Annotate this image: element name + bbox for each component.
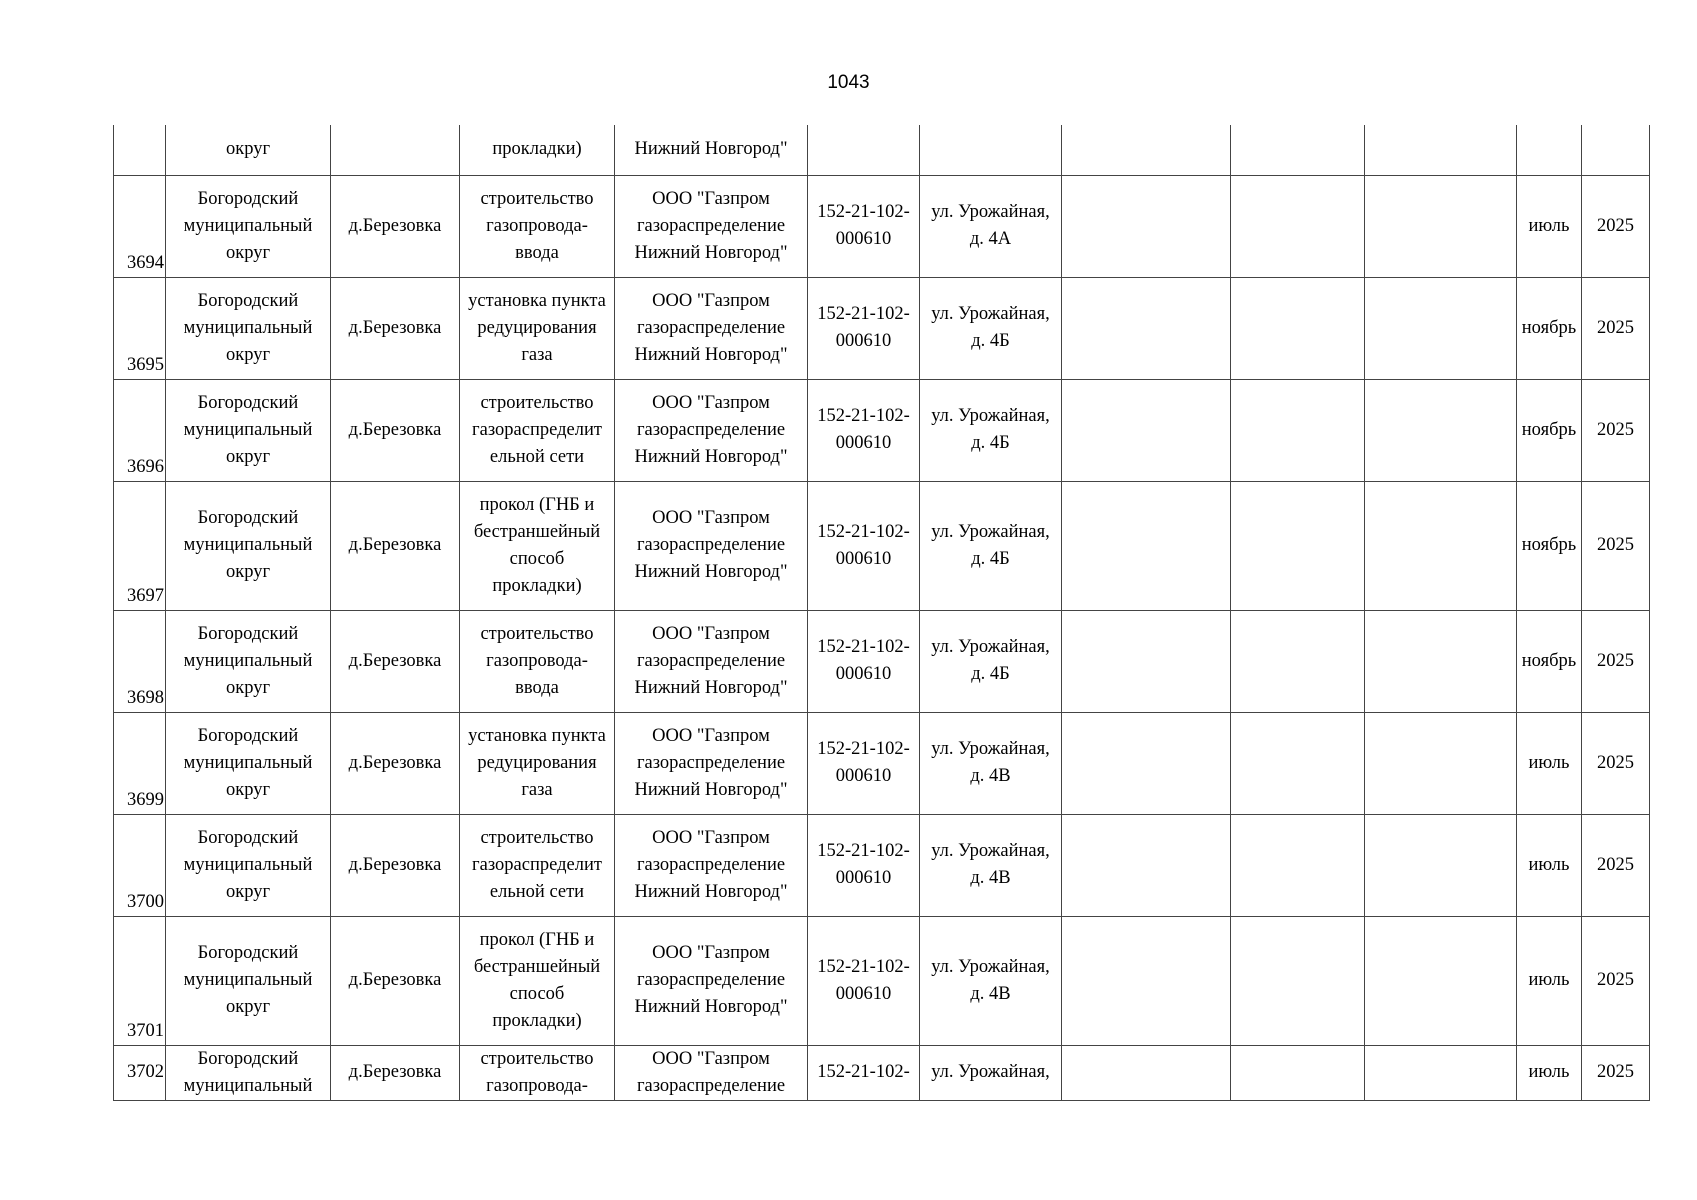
cell-district-line: муниципальный [183, 535, 313, 555]
cell-district-line: округ [225, 779, 271, 800]
cell-org-line: газораспределение [636, 419, 786, 440]
cell-district [166, 814, 331, 916]
cell-district: округ [166, 125, 331, 175]
cell-address [920, 481, 1062, 610]
cell-district-line: округ [225, 344, 271, 365]
cell-empty-3 [1365, 481, 1517, 610]
cell-empty-3 [1365, 916, 1517, 1045]
cell-code-line: 152-21-102- [817, 739, 910, 759]
cell-village: д.Березовка [331, 277, 460, 379]
cell-work-line: прокладки) [492, 575, 582, 596]
cell-village: д.Березовка [331, 916, 460, 1045]
cell-code-line: 152-21-102- [817, 956, 910, 977]
cell-district [166, 277, 331, 379]
cell-work [460, 814, 615, 916]
cell-code-line: 000610 [835, 766, 892, 786]
cell-address-line: ул. Урожайная, [931, 956, 1050, 977]
cell-year: 2025 [1582, 1045, 1650, 1100]
cell-district-line: Богородский [197, 623, 299, 644]
cell-org-line: ООО "Газпром [652, 1048, 770, 1069]
cell-code-line: 152-21-102- [817, 521, 910, 542]
cell-month [1517, 125, 1582, 175]
cell-village: д.Березовка [331, 1045, 460, 1100]
cell-code-line: 000610 [835, 664, 892, 684]
cell-district-line: муниципальный [183, 317, 313, 338]
cell-empty-3 [1365, 125, 1517, 175]
cell-work-line: бестраншейный [473, 521, 601, 542]
cell-district [166, 916, 331, 1045]
cell-district [166, 175, 331, 277]
cell-work-line: редуцирования [477, 752, 597, 773]
cell-work [460, 1045, 615, 1100]
cell-work-line: газопровода- [486, 650, 588, 671]
cell-org-line: Нижний Новгород" [634, 997, 788, 1017]
cell-work-line: ельной сети [489, 881, 585, 902]
cell-district [166, 1045, 331, 1100]
cell-address-line: ул. Урожайная, [931, 1062, 1050, 1082]
cell-work-line: строительство [480, 392, 594, 413]
cell-month: июль [1517, 1045, 1582, 1100]
cell-address [920, 277, 1062, 379]
cell-work-line: прокол (ГНБ и [479, 929, 595, 950]
cell-work-line: строительство [480, 188, 594, 209]
cell-village: д.Березовка [331, 610, 460, 712]
cell-org-line: Нижний Новгород" [634, 562, 788, 582]
cell-work-line: ввода [515, 677, 559, 698]
cell-district [166, 481, 331, 610]
cell-org [615, 712, 808, 814]
cell-year: 2025 [1582, 916, 1650, 1045]
cell-code [808, 277, 920, 379]
table-row [114, 481, 1650, 610]
cell-code-line: 000610 [835, 433, 892, 453]
cell-month: ноябрь [1517, 481, 1582, 610]
cell-org-line: газораспределение [636, 535, 786, 555]
cell-district-line: Богородский [197, 725, 299, 746]
cell-work [460, 175, 615, 277]
cell-empty-1 [1062, 1045, 1231, 1100]
cell-work [460, 610, 615, 712]
cell-empty-2 [1231, 481, 1365, 610]
cell-work-line: газопровода- [486, 215, 588, 236]
table-row [114, 277, 1650, 379]
cell-year: 2025 [1582, 379, 1650, 481]
cell-village: д.Березовка [331, 814, 460, 916]
cell-work [460, 277, 615, 379]
cell-org-line: ООО "Газпром [652, 725, 770, 746]
cell-org-line: Нижний Новгород" [634, 446, 788, 467]
cell-address-line: ул. Урожайная, [931, 304, 1050, 324]
cell-address [920, 610, 1062, 712]
cell-year: 2025 [1582, 712, 1650, 814]
cell-district-line: муниципальный [183, 752, 313, 773]
cell-district-line: Богородский [197, 1048, 299, 1069]
table-body [114, 125, 1650, 1100]
cell-work-line: прокол (ГНБ и [479, 494, 595, 515]
cell-org-line: ООО "Газпром [652, 827, 770, 848]
cell-org-line: газораспределение [636, 854, 786, 875]
cell-empty-2 [1231, 712, 1365, 814]
cell-empty-2 [1231, 1045, 1365, 1100]
cell-org [615, 916, 808, 1045]
cell-code [808, 1045, 920, 1100]
cell-work-line: прокладки) [492, 1010, 582, 1031]
cell-empty-3 [1365, 712, 1517, 814]
cell-address-line: д. 4А [969, 229, 1012, 249]
cell-num: 3694 [114, 175, 166, 277]
cell-empty-1 [1062, 814, 1231, 916]
schedule-table [113, 125, 1650, 1101]
cell-district-line: Богородский [197, 943, 299, 963]
cell-address [920, 379, 1062, 481]
cell-org-line: ООО "Газпром [652, 392, 770, 413]
cell-empty-3 [1365, 379, 1517, 481]
cell-org [615, 1045, 808, 1100]
cell-village [331, 125, 460, 175]
cell-district-line: Богородский [197, 290, 299, 311]
cell-org-line: ООО "Газпром [652, 943, 770, 963]
cell-district [166, 712, 331, 814]
cell-org [615, 379, 808, 481]
cell-code-line: 152-21-102- [817, 406, 910, 426]
cell-empty-1 [1062, 712, 1231, 814]
cell-code-line: 000610 [835, 548, 892, 569]
cell-code-line: 000610 [835, 983, 892, 1004]
table-row [114, 1045, 1650, 1100]
cell-empty-1 [1062, 379, 1231, 481]
cell-org [615, 814, 808, 916]
cell-work-line: строительство [480, 1048, 594, 1069]
cell-work-line: газораспределит [472, 419, 602, 440]
cell-code-line: 152-21-102- [817, 304, 910, 324]
cell-work-line: способ [509, 548, 565, 569]
cell-org-line: газораспределение [636, 317, 786, 338]
cell-work-line: бестраншейный [473, 956, 601, 977]
cell-num: 3695 [114, 277, 166, 379]
cell-code [808, 610, 920, 712]
cell-org-line: Нижний Новгород" [634, 344, 788, 365]
cell-work: прокладки) [460, 125, 615, 175]
cell-work-line: строительство [480, 623, 594, 644]
cell-work-line: способ [509, 983, 565, 1004]
cell-empty-3 [1365, 814, 1517, 916]
cell-org-line: Нижний Новгород" [634, 779, 788, 800]
cell-address-line: д. 4В [970, 766, 1011, 786]
cell-month: июль [1517, 175, 1582, 277]
cell-work-line: газораспределит [472, 854, 602, 875]
cell-address-line: д. 4Б [971, 664, 1010, 684]
cell-work-line: редуцирования [477, 317, 597, 338]
cell-org-line: газораспределение [636, 215, 786, 236]
cell-org-line: газораспределение [636, 970, 786, 990]
cell-empty-1 [1062, 277, 1231, 379]
continued-row [114, 125, 1650, 175]
cell-num: 3698 [114, 610, 166, 712]
cell-code [808, 814, 920, 916]
cell-num: 3696 [114, 379, 166, 481]
cell-org-line: ООО "Газпром [652, 508, 770, 528]
cell-org [615, 175, 808, 277]
cell-work-line: ввода [515, 242, 559, 263]
cell-org-line: Нижний Новгород" [634, 677, 788, 698]
cell-address-line: ул. Урожайная, [931, 406, 1050, 426]
cell-org-line: ООО "Газпром [652, 188, 770, 209]
cell-code [808, 125, 920, 175]
cell-empty-2 [1231, 916, 1365, 1045]
cell-num: 3697 [114, 481, 166, 610]
cell-code [808, 481, 920, 610]
table-row [114, 175, 1650, 277]
cell-work [460, 379, 615, 481]
cell-district-line: муниципальный [183, 419, 313, 440]
cell-district-line: муниципальный [183, 854, 313, 875]
cell-code-line: 152-21-102- [817, 637, 910, 657]
table-row [114, 379, 1650, 481]
cell-address-line: д. 4Б [971, 331, 1010, 351]
cell-district-line: муниципальный [183, 1075, 313, 1096]
cell-district-line: Богородский [197, 188, 299, 209]
cell-work [460, 481, 615, 610]
cell-code-line: 000610 [835, 229, 892, 249]
cell-year [1582, 125, 1650, 175]
cell-work [460, 712, 615, 814]
cell-org-line: газораспределение [636, 752, 786, 773]
cell-org-line: ООО "Газпром [652, 623, 770, 644]
cell-address [920, 1045, 1062, 1100]
cell-org-line: ООО "Газпром [652, 290, 770, 311]
cell-district-line: Богородский [197, 508, 299, 528]
cell-code-line: 152-21-102- [817, 1062, 910, 1082]
cell-code-line: 152-21-102- [817, 841, 910, 861]
cell-org: Нижний Новгород" [615, 125, 808, 175]
cell-org [615, 481, 808, 610]
cell-district-line: муниципальный [183, 215, 313, 236]
cell-empty-2 [1231, 125, 1365, 175]
cell-district-line: округ [225, 997, 271, 1017]
cell-address [920, 175, 1062, 277]
cell-org-line: газораспределение [636, 650, 786, 671]
cell-address [920, 125, 1062, 175]
cell-num: 3699 [114, 712, 166, 814]
cell-org [615, 277, 808, 379]
cell-month: июль [1517, 814, 1582, 916]
cell-empty-1 [1062, 610, 1231, 712]
cell-org-line: газораспределение [636, 1075, 786, 1096]
cell-address-line: ул. Урожайная, [931, 521, 1050, 542]
cell-code-line: 152-21-102- [817, 202, 910, 222]
cell-num: 3700 [114, 814, 166, 916]
cell-district-line: округ [225, 881, 271, 902]
cell-code [808, 175, 920, 277]
cell-code-line: 000610 [835, 868, 892, 888]
table-row [114, 916, 1650, 1045]
cell-empty-2 [1231, 175, 1365, 277]
cell-year: 2025 [1582, 175, 1650, 277]
cell-empty-3 [1365, 277, 1517, 379]
cell-district-line: округ [225, 562, 271, 582]
cell-village: д.Березовка [331, 379, 460, 481]
table-row [114, 610, 1650, 712]
cell-empty-3 [1365, 1045, 1517, 1100]
cell-district [166, 610, 331, 712]
cell-work-line: газа [521, 779, 553, 800]
cell-month: ноябрь [1517, 277, 1582, 379]
cell-address-line: д. 4В [970, 983, 1011, 1004]
cell-address-line: ул. Урожайная, [931, 841, 1050, 861]
cell-empty-3 [1365, 610, 1517, 712]
cell-work-line: строительство [480, 827, 594, 848]
cell-address-line: ул. Урожайная, [931, 202, 1050, 222]
cell-month: ноябрь [1517, 379, 1582, 481]
cell-address-line: д. 4В [970, 868, 1011, 888]
cell-code [808, 916, 920, 1045]
cell-village: д.Березовка [331, 712, 460, 814]
cell-district-line: Богородский [197, 827, 299, 848]
cell-empty-1 [1062, 916, 1231, 1045]
cell-address-line: д. 4Б [971, 433, 1010, 453]
cell-district-line: округ [225, 446, 271, 467]
cell-district-line: муниципальный [183, 650, 313, 671]
cell-year: 2025 [1582, 277, 1650, 379]
cell-address [920, 712, 1062, 814]
cell-month: июль [1517, 916, 1582, 1045]
page-number: 1043 [827, 72, 870, 93]
cell-num: 3702 [114, 1045, 166, 1100]
cell-empty-2 [1231, 610, 1365, 712]
cell-work-line: газа [521, 344, 553, 365]
table-row [114, 814, 1650, 916]
cell-month: июль [1517, 712, 1582, 814]
cell-district-line: муниципальный [183, 970, 313, 990]
cell-empty-3 [1365, 175, 1517, 277]
cell-district-line: Богородский [197, 392, 299, 413]
cell-district-line: округ [225, 677, 271, 698]
cell-address-line: д. 4Б [971, 548, 1010, 569]
cell-code [808, 712, 920, 814]
cell-empty-1 [1062, 125, 1231, 175]
cell-empty-2 [1231, 379, 1365, 481]
cell-work-line: установка пункта [468, 725, 606, 746]
cell-org [615, 610, 808, 712]
cell-work-line: установка пункта [468, 290, 606, 311]
cell-num: 3701 [114, 916, 166, 1045]
cell-address [920, 916, 1062, 1045]
cell-work-line: ельной сети [489, 446, 585, 467]
cell-empty-1 [1062, 481, 1231, 610]
cell-org-line: Нижний Новгород" [634, 881, 788, 902]
cell-year: 2025 [1582, 610, 1650, 712]
cell-code-line: 000610 [835, 331, 892, 351]
cell-village: д.Березовка [331, 175, 460, 277]
cell-num [114, 125, 166, 175]
cell-year: 2025 [1582, 814, 1650, 916]
cell-year: 2025 [1582, 481, 1650, 610]
cell-address-line: ул. Урожайная, [931, 637, 1050, 657]
cell-empty-2 [1231, 277, 1365, 379]
cell-district [166, 379, 331, 481]
cell-address-line: ул. Урожайная, [931, 739, 1050, 759]
cell-work-line: газопровода- [486, 1075, 588, 1096]
cell-village: д.Березовка [331, 481, 460, 610]
cell-org-line: Нижний Новгород" [634, 242, 788, 263]
cell-district-line: округ [225, 242, 271, 263]
table-row [114, 712, 1650, 814]
cell-month: ноябрь [1517, 610, 1582, 712]
cell-empty-2 [1231, 814, 1365, 916]
cell-work [460, 916, 615, 1045]
cell-empty-1 [1062, 175, 1231, 277]
cell-code [808, 379, 920, 481]
cell-address [920, 814, 1062, 916]
